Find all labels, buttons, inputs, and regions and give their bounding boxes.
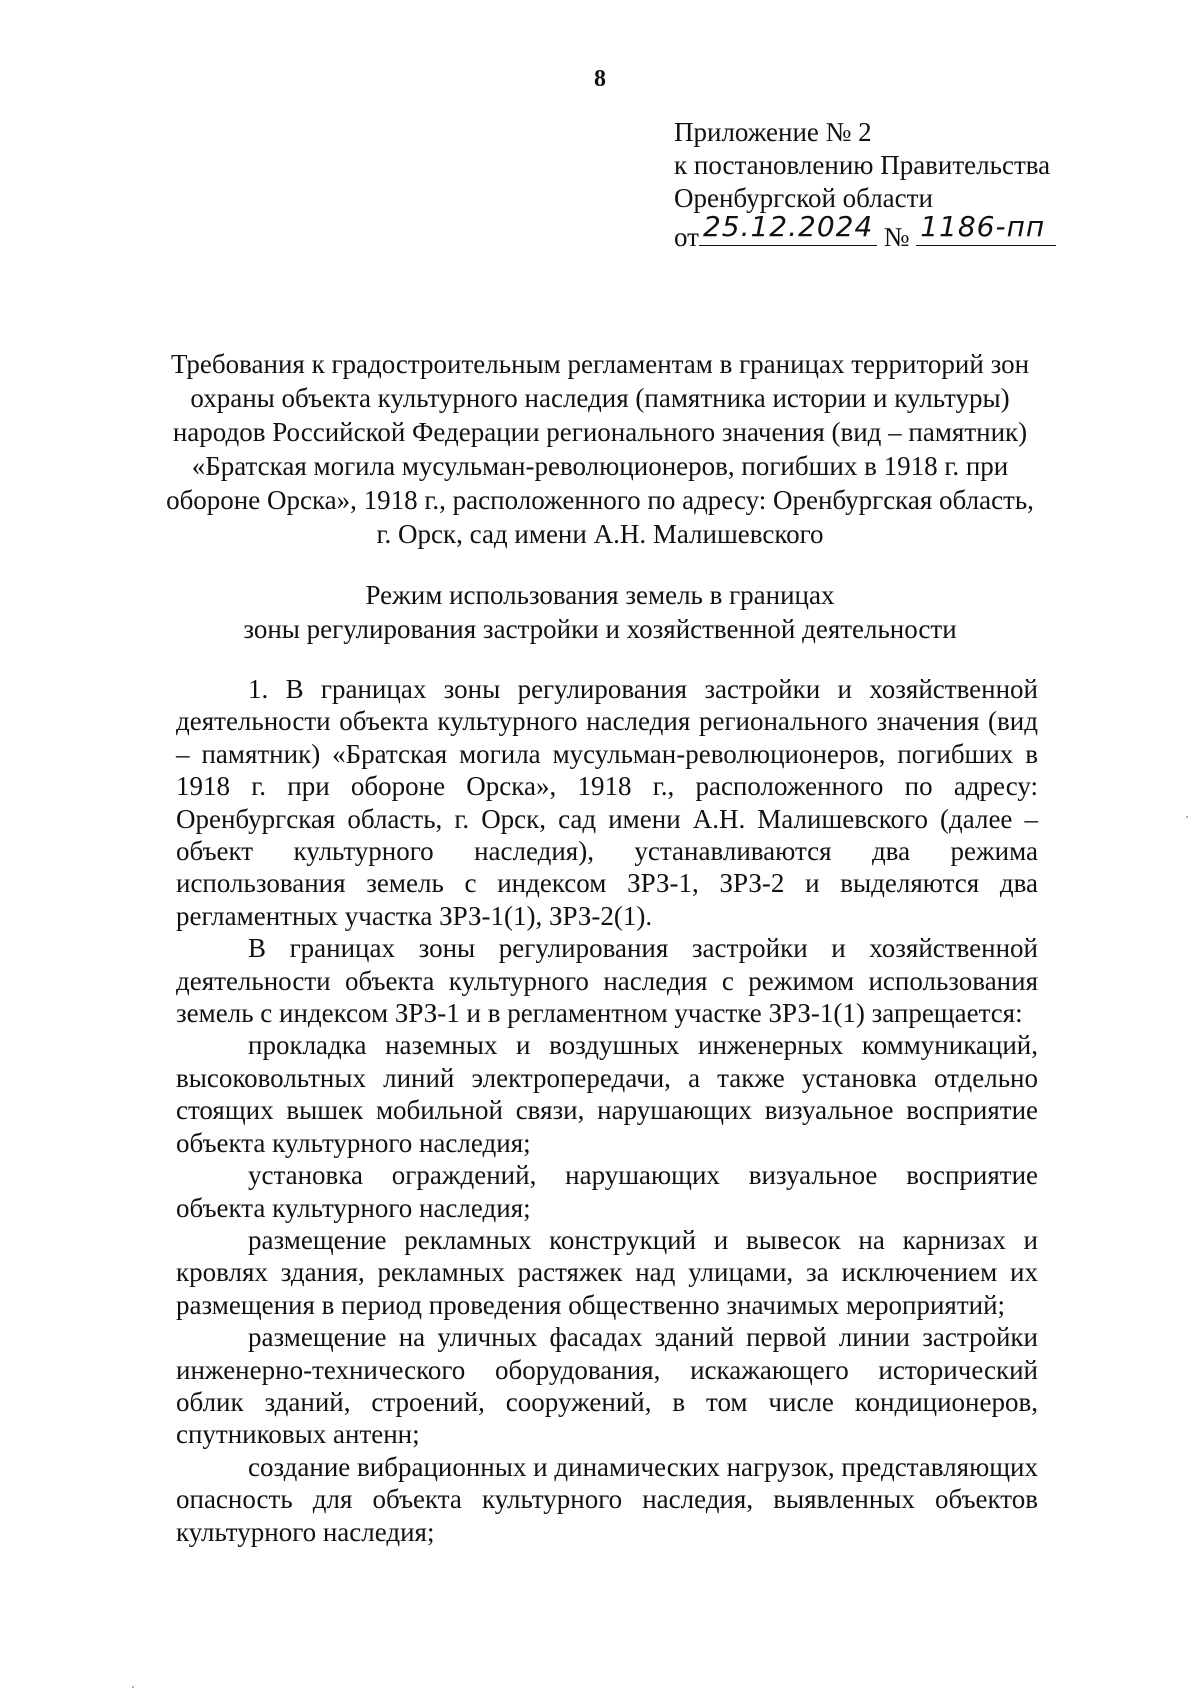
appendix-block [674, 116, 1056, 254]
document-title [150, 347, 1050, 551]
title-line: народов Российской Федерации регионального значения (вид – памятник) [172, 417, 1028, 447]
paragraph-2: В границах зоны регулирования застройки и хозяйственной деятельности объекта культурного наследия с режимом использования земель с индексом ЗРЗ-1 и в регламентном участке ЗРЗ-1(1) запрещается: [176, 933, 1038, 1029]
scan-speck [1186, 816, 1188, 818]
subtitle-line: зоны регулирования застройки и хозяйственной деятельности [243, 614, 957, 644]
scan-speck [132, 1686, 134, 1688]
date-prefix: от [674, 222, 699, 252]
handwritten-date: 25.12.2024 [702, 210, 874, 243]
appendix-title: Приложение № 2 [674, 117, 872, 147]
paragraph-3: прокладка наземных и воздушных инженерных коммуникаций, высоковольтных линий электропередачи, а также установка отдельно стоящих вышек мобильной связи, нарушающих визуальное восприятие объекта культурного наследия; [176, 1030, 1038, 1158]
number-field [916, 210, 1056, 246]
page-number: 8 [594, 66, 606, 92]
paragraph-5: размещение рекламных конструкций и вывесок на карнизах и кровлях здания, рекламных растяжек над улицами, за исключением их размещения в период проведения общественно значимых мероприятий; [176, 1224, 1038, 1320]
title-line: обороне Орска», 1918 г., расположенного по адресу: Оренбургская область, [166, 485, 1034, 515]
title-line: «Братская могила мусульман-революционеров, погибших в 1918 г. при [191, 451, 1009, 481]
section-subtitle [150, 578, 1050, 646]
appendix-date-number-line [674, 210, 1056, 254]
appendix-reference: к постановлению Правительства [674, 150, 1051, 180]
title-line: Требования к градостроительным регламентам в границах территорий зон [170, 349, 1030, 379]
title-line: охраны объекта культурного наследия (памятника истории и культуры) [190, 383, 1010, 413]
number-prefix: № [883, 222, 910, 252]
paragraph-1: 1. В границах зоны регулирования застройки и хозяйственной деятельности объекта культурного наследия регионального значения (вид – памятник) «Братская могила мусульман-революционеров, погибших в 1918 г. при обороне Орска», 1918 г., расположенного по адресу: Оренбургская область, г. Орск, сад имени А.Н. Малишевского (далее – объект культурного наследия), устанавливаются два режима использования земель с индексом ЗРЗ-1, ЗРЗ-2 и выделяются два регламентных участка ЗРЗ-1(1), ЗРЗ-2(1). [176, 674, 1038, 931]
paragraph-7: создание вибрационных и динамических нагрузок, представляющих опасность для объекта культурного наследия, выявленных объектов культурного наследия; [176, 1451, 1038, 1547]
paragraph-6: размещение на уличных фасадах зданий первой линии застройки инженерно-технического оборудования, искажающего исторический облик зданий, строений, сооружений, в том числе кондиционеров, спутниковых антенн; [176, 1322, 1038, 1450]
paragraph-4: установка ограждений, нарушающих визуальное восприятие объекта культурного наследия; [176, 1160, 1038, 1223]
date-field [699, 210, 877, 246]
title-line: г. Орск, сад имени А.Н. Малишевского [376, 519, 824, 549]
subtitle-line: Режим использования земель в границах [365, 580, 835, 610]
appendix-region: Оренбургской области [674, 183, 933, 213]
handwritten-number: 1186-пп [920, 210, 1046, 243]
document-body [176, 673, 1038, 1548]
